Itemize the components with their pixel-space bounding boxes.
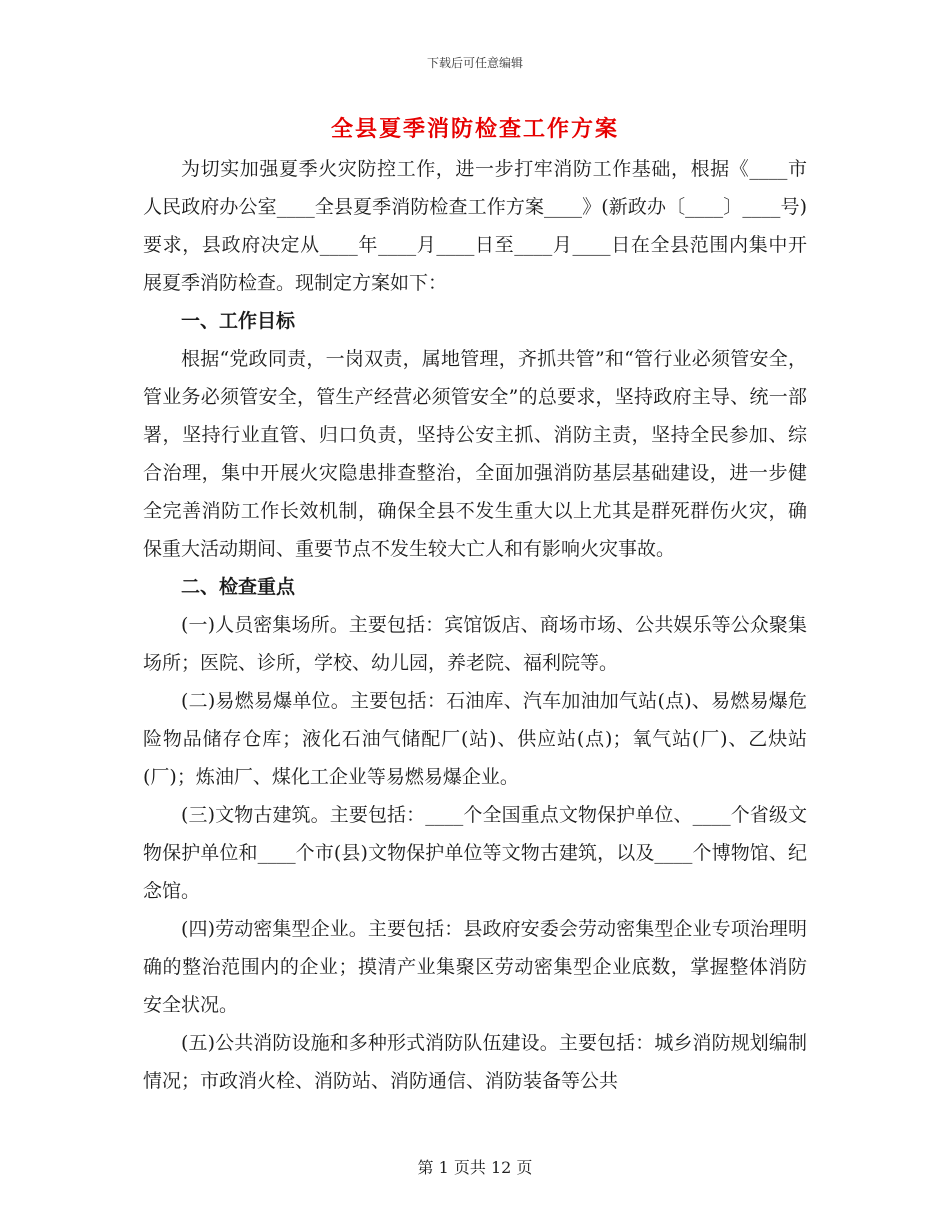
document-body bbox=[143, 150, 807, 1100]
section-heading-goals: 一、工作目标 bbox=[181, 310, 296, 332]
header-note: 下载后可任意编辑 bbox=[426, 56, 523, 70]
focus-item: (五)公共消防设施和多种形式消防队伍建设。主要包括：城乡消防规划编制情况；市政消火栓、消防站、消防通信、消防装备等公共 bbox=[143, 1032, 807, 1092]
focus-item: (四)劳动密集型企业。主要包括：县政府安委会劳动密集型企业专项治理明确的整治范围内的企业；摸清产业集聚区劳动密集型企业底数，掌握整体消防安全状况。 bbox=[143, 918, 807, 1016]
document-title: 全县夏季消防检查工作方案 bbox=[330, 116, 619, 142]
intro-paragraph: 为切实加强夏季火灾防控工作，进一步打牢消防工作基础，根据《____市人民政府办公室____全县夏季消防检查工作方案____》(新政办〔____〕____号)要求，县政府决定从____年____月____日至____月____日在全县范围内集中开展夏季消防检查。现制定方案如下： bbox=[143, 158, 807, 294]
page-footer: 第 1 页共 12 页 bbox=[417, 1158, 533, 1177]
focus-item: (二)易燃易爆单位。主要包括：石油库、汽车加油加气站(点)、易燃易爆危险物品储存仓库；液化石油气储配厂(站)、供应站(点)；氧气站(厂)、乙炔站(厂)；炼油厂、煤化工企业等易燃易爆企业。 bbox=[143, 690, 807, 788]
goals-paragraph: 根据“党政同责，一岗双责，属地管理，齐抓共管”和“管行业必须管安全，管业务必须管安全，管生产经营必须管安全”的总要求，坚持政府主导、统一部署，坚持行业直管、归口负责，坚持公安主抓、消防主责，坚持全民参加、综合治理，集中开展火灾隐患排查整治，全面加强消防基层基础建设，进一步健全完善消防工作长效机制，确保全县不发生重大以上尤其是群死群伤火灾，确保重大活动期间、重要节点不发生较大亡人和有影响火灾事故。 bbox=[143, 348, 807, 560]
section-heading-focus: 二、检查重点 bbox=[181, 576, 296, 598]
focus-item: (一)人员密集场所。主要包括：宾馆饭店、商场市场、公共娱乐等公众聚集场所；医院、诊所，学校、幼儿园，养老院、福利院等。 bbox=[143, 614, 807, 674]
focus-item: (三)文物古建筑。主要包括：____个全国重点文物保护单位、____个省级文物保护单位和____个市(县)文物保护单位等文物古建筑，以及____个博物馆、纪念馆。 bbox=[143, 804, 807, 902]
